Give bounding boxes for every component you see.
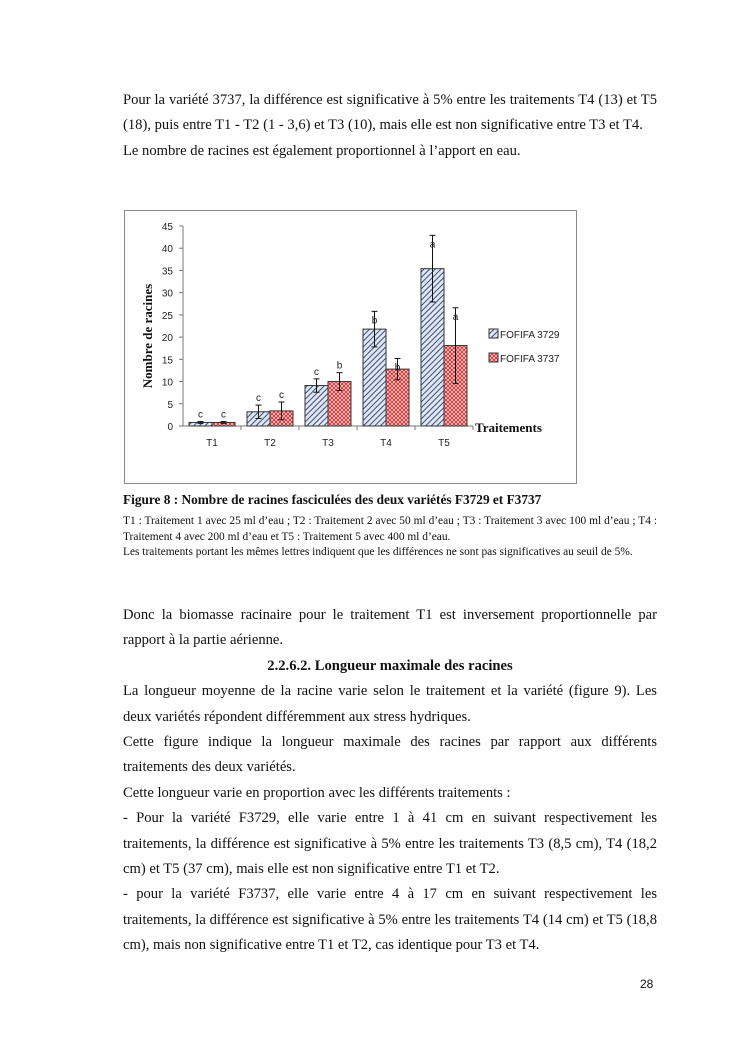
y-tick-label: 5 — [167, 399, 173, 411]
figure-caption — [123, 492, 657, 561]
caption-title: Figure 8 : Nombre de racines fasciculées des deux variétés F3729 et F3737 — [123, 492, 542, 507]
significance-letter: a — [452, 311, 459, 323]
significance-letter: b — [336, 360, 343, 372]
significance-letter: c — [221, 409, 226, 421]
x-axis-title: Traitements — [475, 420, 542, 435]
x-tick-label: T1 — [206, 438, 218, 449]
body-text — [123, 603, 657, 959]
legend-label: FOFIFA 3737 — [500, 354, 560, 365]
paragraph: Pour la variété 3737, la différence est significative à 5% entre les traitements T4 (13) et T5 (18), puis entre T1 - T2 (1 - 3,6) et T3 (10), mais elle est non significative entre T3 et T4. — [123, 92, 657, 134]
significance-letter: c — [198, 409, 203, 421]
y-axis-title: Nombre de racines — [140, 283, 155, 389]
paragraph: - Pour la variété F3729, elle varie entre 1 à 41 cm en suivant respectivement les traitements, la différence est significative à 5% entre les traitements T3 (8,5 cm), T4 (18,2 cm) et T5 (37 cm), mais elle est non significative entre T1 et T2. — [123, 810, 657, 878]
paragraph: Donc la biomasse racinaire pour le traitement T1 est inversement proportionnelle par rapport à la partie aérienne. — [123, 607, 657, 649]
legend-label: FOFIFA 3729 — [500, 330, 560, 341]
paragraph: Le nombre de racines est également proportionnel à l’apport en eau. — [123, 142, 521, 159]
x-tick-label: T2 — [264, 438, 276, 449]
significance-letter: c — [256, 393, 261, 405]
significance-letter: b — [394, 362, 401, 374]
significance-letter: a — [429, 239, 436, 251]
significance-letter: b — [371, 315, 378, 327]
paragraph: - pour la variété F3737, elle varie entre 4 à 17 cm en suivant respectivement les traitements, la différence est significative à 5% entre les traitements T4 (14 cm) et T5 (18,8 cm), mais non significative entre T1 et T2, cas identique pour T3 et T4. — [123, 886, 657, 954]
y-tick-label: 10 — [161, 377, 173, 389]
legend-swatch — [489, 353, 498, 362]
caption-note: Les traitements portant les mêmes lettres indiquent que les différences ne sont pas significatives au seuil de 5%. — [123, 546, 633, 558]
significance-letter: c — [314, 366, 319, 378]
y-tick-label: 0 — [167, 422, 173, 433]
x-tick-label: T5 — [438, 438, 450, 449]
paragraph: La longueur moyenne de la racine varie selon le traitement et la variété (figure 9). Les deux variétés répondent différemment aux stress hydriques. — [123, 683, 657, 725]
y-tick-label: 25 — [161, 310, 173, 322]
y-tick-label: 40 — [161, 244, 173, 256]
page-number: 28 — [640, 977, 654, 991]
x-tick-label: T3 — [322, 438, 334, 449]
caption-note: T1 : Traitement 1 avec 25 ml d’eau ; T2 : Traitement 2 avec 50 ml d’eau ; T3 : Traitement 3 avec 100 ml d’eau ; T4 : Traitement 4 avec 200 ml d’eau et T5 : Traitement 5 avec 400 ml d’eau. — [123, 515, 657, 543]
bar-chart — [125, 211, 576, 483]
y-tick-label: 30 — [161, 288, 173, 300]
y-tick-label: 15 — [161, 355, 173, 367]
x-tick-label: T4 — [380, 438, 392, 449]
paragraph: Cette figure indique la longueur maximale des racines par rapport aux différents traitements des deux variétés. — [123, 734, 657, 776]
figure-8-chart — [124, 210, 577, 484]
significance-letter: c — [279, 390, 284, 401]
legend-swatch — [489, 329, 498, 338]
y-tick-label: 20 — [161, 333, 173, 345]
y-tick-label: 45 — [161, 222, 173, 233]
section-heading: 2.2.6.2. Longueur maximale des racines — [267, 657, 513, 674]
intro-text — [123, 88, 657, 164]
paragraph: Cette longueur varie en proportion avec les différents traitements : — [123, 784, 511, 801]
y-tick-label: 35 — [161, 266, 173, 278]
